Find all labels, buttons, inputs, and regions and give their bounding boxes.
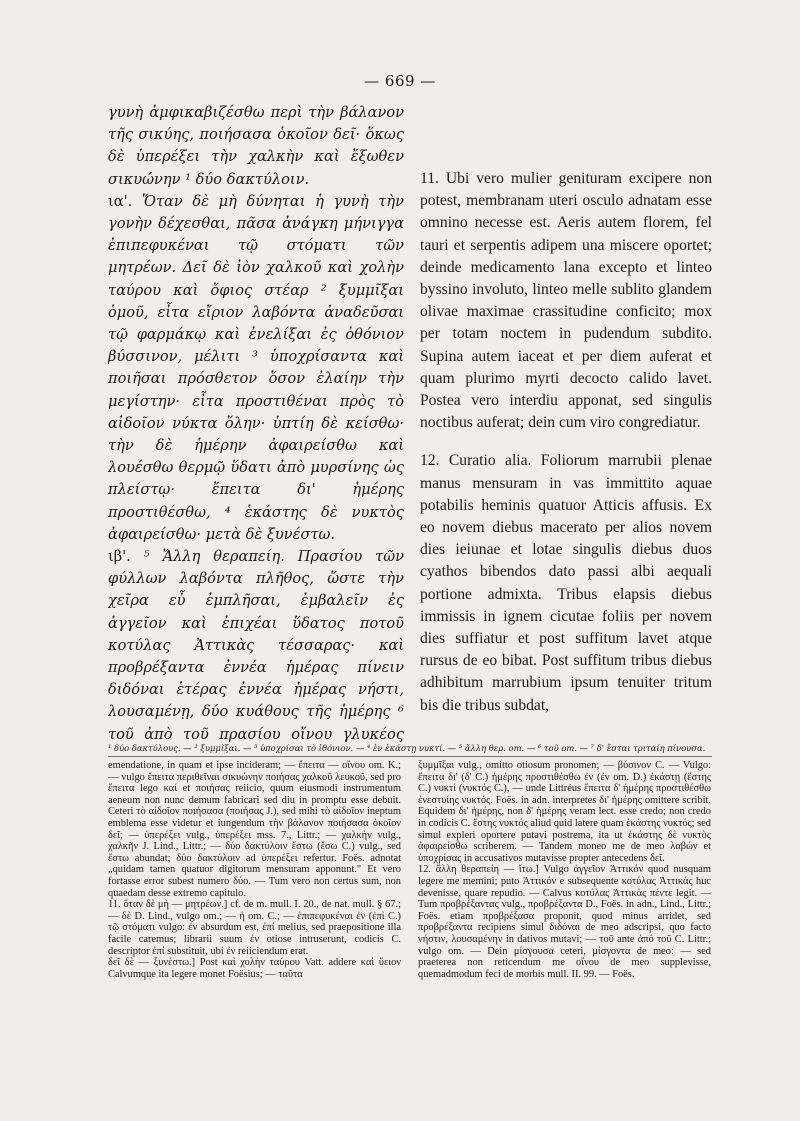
- note-paragraph: 12. ἄλλη θεραπείη — ἴτω.] Vulgo ἀγγεῖον Ἀττικόν quod nusquam legere me memini; puto Ἀττικόν e subsequente κοτύλας Ἀττικάς huc devenisse, quare repudio. — Calvus κοτύλας Ἀττικὰς πέντε legit. — Tum προβρέξαντας vulg., προβρέξαντα D., Foës. in adn., Lind., Littr.; Foës. etiam προβρέξασα proponit, quod minus arridet, sed προβρέξαντα recipiens simul διδόναι de meo adscripsi, quo facto νήστιν, λουσαμένην in dativos mutavi; — τοῦ ante ἀπό τοῦ C. Littr.; vulgo om. — Dein μίσγουσα ceteri, μίσγοντα de meo: — sed praeterea non reticendum me οἴνου de meo supplevisse, quemadmodum feci de morbis mull. II. 99. — Foës.: [418, 864, 711, 980]
- section-number: ιβ'.: [108, 548, 131, 566]
- greek-paragraph-11: [108, 191, 404, 546]
- greek-paragraph-11-text: Ὅταν δὲ μὴ δύνηται ἡ γυνὴ τὴν γονὴν δέχεσθαι, πᾶσα ἀνάγκη μήνιγγα ἐπιπεφυκέναι τῷ στόματι τῶν μητρέων. Δεῖ δὲ ἰὸν χαλκοῦ καὶ χολὴν ταύρου καὶ ὄφιος στέαρ ² ξυμμῖξαι ὁμοῦ, εἶτα εἴριον λαβόντα ἀναδεῦσαι τῷ φαρμάκῳ καὶ ἐνελίξαι ἐς ὀθόνιον βύσσινον, μέλιτι ³ ὑποχρίσαντα καὶ ποιῆσαι πρόσθετον ὅσον ἐλαίην τὴν μεγίστην· εἶτα προστιθέναι πρὸς τὸ αἰδοῖον νύκτα ὅλην· ὑπτίη δὲ κείσθω· τὴν δὲ ἡμέρην ἀφαιρείσθω καὶ λουέσθω θερμῷ ὕδατι ἀπὸ μυρσίνης ὡς πλείστῳ· ἔπειτα δι' ἡμέρης προστιθέσθω, ⁴ ἑκάστης δὲ νυκτὸς ἀφαιρείσθω· μετὰ δὲ ξυνέστω.: [108, 192, 404, 543]
- note-paragraph: ξυμμῖξαι vulg., omitto otiosum pronomen; — βύσινον C. — Vulgo: ἔπειτα δι' (δ' C.) ἡμέρης προστιθέσθω ἐν (ἐν om. D.) ἑκάστῃ (ἕστης C.) νυκτί (νυκτός C.), — unde Littréus ἔπειτα δ' ἡμέρης προστιθέσθω ἐνεστυίης νυκτός. Foës. in adn. interpretes δι' ἡμέρης omittere scribit. Equidem δι' ἡμέρης, non δ' ἡμέρης veram lect. esse credo; non credo in codicis C. ἕστης νυκτός aliud quid latere quam ἑκάστης νυκτός; sed simul expleri oportere putavi postrema, ita ut ἑκάστης δὲ νυκτὸς ἀφαιρείσθω scriberem. — Tandem moneo me de meo λαβών et ὑποχρίσας in accusativos mutavisse propter antecedens δεῖ.: [418, 760, 711, 864]
- page-number: — 669 —: [364, 72, 436, 90]
- greek-paragraph-12: [108, 546, 404, 742]
- latin-paragraph-12: 12. Curatio alia. Foliorum marrubii plenae manus mensuram in vas immittito aquae potabilis heminis quatuor Atticis affusis. Ex eo novem diebus macerato per alios novem dies ieiunae et lotae singulis diebus duos cyathos bibendos dato passi albi aequali portione admixta. Tribus elapsis diebus immissis in ignem cicutae foliis per novem dies suffiatur et post suffitum lavet atque rursus de eo bibat. Post suffitum tribus diebus adhibitum marrubium ipsum tenuiter tritum bis die tribus subdat,: [420, 452, 712, 714]
- greek-paragraph-12-text: ⁵ Ἄλλη θεραπείη. Πρασίου τῶν φύλλων λαβόντα πλῆθος, ὥστε τὴν χεῖρα εὖ ἐμπλῆσαι, ἐμβαλεῖν ἐς ἀγγεῖον καὶ ἐπιχέαι ὕδατος ποτοῦ κοτύλας Ἀττικὰς τέσσαρας· καὶ προβρέξαντα ἐννέα ἡμέρας πίνειν διδόναι ἑτέρας ἐννέα ἡμέρας νήστι, λουσαμένῃ, δύο κυάθους τῆς ἡμέρης ⁶ τοῦ ἀπὸ τοῦ πρασίου οἴνου γλυκέος: [108, 548, 404, 742]
- latin-paragraph-11: 11. Ubi vero mulier genituram excipere non potest, membranam uteri osculo adnatam esse omnino necesse est. Aeris autem florem, fel tauri et serpentis adipem una miscere oportet; deinde medicamento lana excepto et linteo byssino involuto, linteo melle sublito glandem olivae maximae crassitudine conficito; mox per totam noctem in pudendum subdito. Supina autem iaceat et per diem auferat et quam plurimo myrti decocto calido lavet. Postea vero interdiu apponat, sed singulis noctibus auferat; dein cum viro congrediatur.: [420, 170, 712, 432]
- critical-notes-left: [108, 760, 401, 1086]
- section-number: ια'.: [108, 192, 133, 210]
- greek-footnotes: ¹ δύο δακτύλους. — ² ξυμμῖξαι. — ³ ὑποχρίσαι τὸ ἰθόνιον. — ⁴ ἐν ἑκάστῃ νυκτί. — ⁵ ἄλλη θερ. om. — ⁶ τοῦ om. — ⁷ δ' ἔσται τριταίη πίνουσα.: [108, 743, 706, 753]
- greek-text-column: [108, 102, 404, 742]
- critical-notes-right: [418, 760, 711, 1086]
- footnote-divider: [108, 756, 712, 757]
- note-paragraph: emendatione, in quam et ipse incideram; — ἔπειτα — οἴνου om. K.; — vulgo ἔπειτα περιθεῖναι σικυώνην ποιήσας χαλκοῦ λευκοῦ, sed pro ἔπειτα lego καί et ποιήσας reiicio, quum eiusmodi instrumentum aeneum non nunc demum fabricari sed diu in promptu esse debuit. Ceteri τὸ αἰδοῖον ποιήσασα (ποιήσας J.), sed mihi τὸ αἰδοῖον ineptum emblema esse videtur et iungendum τὴν βάλανον ποιήσασα ὁκοῖον δεῖ; — ὑπερέξει vulg., ὑπερέξει mss. 7., Littr.; — χαλκὴν vulg., χαλκῆν J. Lind., Littr.; — δύο δακτύλοιν ἔστω (ἔσω C.) vulg., sed ἔστω abundat; δύο δακτύλοιν ad ὑπερέξει refertur. Foës. adnotat „quidam tamen quatuor digitorum mensuram apponunt." Et vero fortasse error subest numero δύο. — Tum vero non certus sum, non quaedam desse extremo capitulo.: [108, 760, 401, 899]
- greek-paragraph-continuation: γυνὴ ἀμφικαβιζέσθω περὶ τὴν βάλανον τῆς σικύης, ποιήσασα ὁκοῖον δεῖ· ὅκως δὲ ὑπερέξει τὴν χαλκὴν καὶ ἔξωθεν σικυώνην ¹ δύο δακτύλοιν.: [108, 104, 404, 188]
- note-paragraph: 11. ὅταν δὲ μὴ — μητρέων.] cf. de m. mull. I. 20., de nat. mull. § 67.; — δὲ D. Lind., vulgo om.; — ἡ om. C.; — ἐπιπεφυκέναι ἐν (ἐπὶ C.) τῷ στόματι vulgo: ἐν absurdum est, ἐπί melius, sed praepositione illa facile caremus; librarii suum ἐν otiose intruserunt, codicis C. descriptor ἐπί substituit, ubi ἐν reiiciendum erat.: [108, 899, 401, 957]
- latin-text-column: [420, 168, 712, 740]
- note-paragraph: δεῖ δὲ — ξυνέστω.] Post καὶ χολὴν ταύρου Vatt. addere καὶ ὕειον Calvumque ita legere monet Foësius; — ταῦτα: [108, 957, 401, 980]
